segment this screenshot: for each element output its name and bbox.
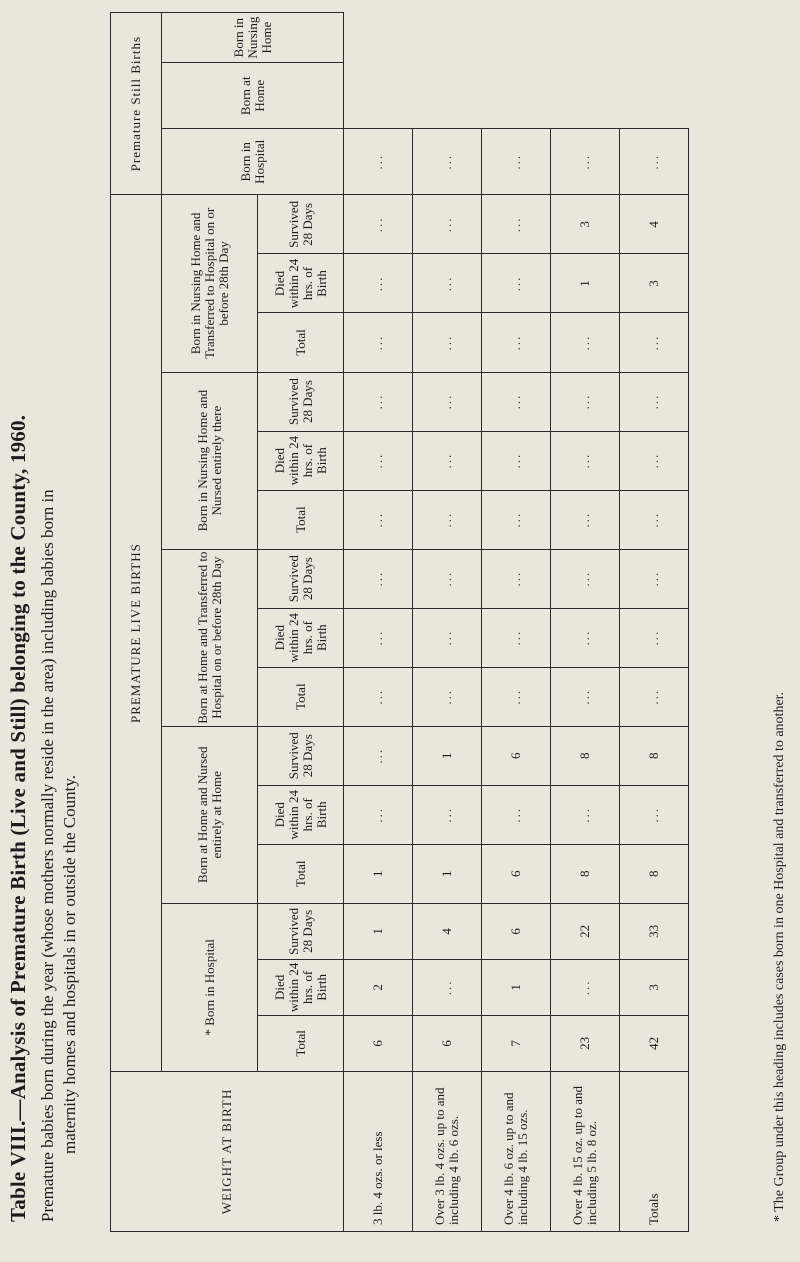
table-title: Table VIII.—Analysis of Premature Birth (Live and Still) belonging to the County, 1960. [6, 414, 30, 1222]
footnote: * The Group under this heading includes cases born in one Hospital and transferred to another. [772, 691, 787, 1222]
sub-died: Died within 24 hrs. of Birth [258, 608, 344, 667]
still-hospital-header: Born in Hospital [162, 129, 344, 195]
row-label: 3 lb. 4 ozs. or less [344, 1071, 413, 1231]
premature-births-table [110, 12, 689, 1232]
still-home-header: Born at Home [162, 63, 344, 129]
table-cell: ... [344, 431, 413, 490]
weight-header: WEIGHT AT BIRTH [111, 1071, 344, 1231]
row-label: Over 4 lb. 15 oz. up to and including 5 lb. 8 oz. [551, 1071, 620, 1231]
table-cell: ... [482, 195, 551, 254]
table-cell: ... [482, 785, 551, 844]
table-cell: ... [344, 313, 413, 372]
sub-died: Died within 24 hrs. of Birth [258, 959, 344, 1015]
group-hospital: * Born in Hospital [162, 903, 258, 1071]
table-cell: ... [551, 785, 620, 844]
table-cell: ... [551, 608, 620, 667]
table-cell: 8 [620, 726, 689, 785]
table-cell: ... [413, 490, 482, 549]
table-cell: ... [413, 785, 482, 844]
sub-total: Total [258, 1015, 344, 1071]
table-cell: ... [344, 608, 413, 667]
table-cell: ... [413, 667, 482, 726]
sub-survived: Survived 28 Days [258, 372, 344, 431]
table-cell: ... [551, 313, 620, 372]
sub-total: Total [258, 667, 344, 726]
table-cell: ... [344, 195, 413, 254]
table-row [413, 13, 482, 1232]
table-cell: ... [551, 549, 620, 608]
table-cell: ... [413, 195, 482, 254]
table-cell: 6 [482, 726, 551, 785]
table-cell: ... [344, 254, 413, 313]
table-cell: ... [482, 431, 551, 490]
table-cell: ... [344, 785, 413, 844]
table-cell: ... [482, 490, 551, 549]
sub-survived: Survived 28 Days [258, 726, 344, 785]
group-nursing-home-nursed: Born in Nursing Home and Nursed entirely there [162, 372, 258, 549]
group-home-nursed: Born at Home and Nursed entirely at Home [162, 726, 258, 903]
table-cell: 2 [344, 959, 413, 1015]
table-cell: ... [482, 608, 551, 667]
still-births-header: Premature Still Births [111, 13, 162, 195]
table-cell: 6 [344, 1015, 413, 1071]
table-cell: ... [413, 254, 482, 313]
table-cell: 33 [620, 903, 689, 959]
still-nursing-home-header: Born in Nursing Home [162, 13, 344, 63]
table-cell: 3 [551, 195, 620, 254]
table-cell: 1 [413, 844, 482, 903]
sub-total: Total [258, 844, 344, 903]
table-cell: 8 [551, 844, 620, 903]
table-cell: 3 [620, 959, 689, 1015]
table-cell: ... [620, 431, 689, 490]
table-cell: ... [344, 726, 413, 785]
table-cell: ... [413, 959, 482, 1015]
row-label: Totals [620, 1071, 689, 1231]
table-cell: ... [413, 549, 482, 608]
sub-total: Total [258, 313, 344, 372]
table-cell: 8 [551, 726, 620, 785]
table-cell: 6 [482, 844, 551, 903]
group-home-transferred: Born at Home and Transferred to Hospital on or before 28th Day [162, 549, 258, 726]
table-cell: ... [482, 313, 551, 372]
table-subtitle: Premature babies born during the year (whose mothers normally reside in the area) including babies born in [38, 489, 57, 1222]
table-cell: 8 [620, 844, 689, 903]
sub-died: Died within 24 hrs. of Birth [258, 254, 344, 313]
table-cell: ... [344, 549, 413, 608]
table-subtitle-line2: maternity homes and hospitals in or outside the County. [60, 775, 79, 1154]
table-cell: ... [551, 490, 620, 549]
table-cell: 3 [620, 254, 689, 313]
row-label: Over 3 lb. 4 ozs. up to and including 4 lb. 6 ozs. [413, 1071, 482, 1231]
table-row [620, 13, 689, 1232]
row-label: Over 4 lb. 6 oz. up to and including 4 lb. 15 ozs. [482, 1071, 551, 1231]
sub-died: Died within 24 hrs. of Birth [258, 785, 344, 844]
table-cell: ... [620, 549, 689, 608]
table-cell: ... [344, 667, 413, 726]
table-cell: 7 [482, 1015, 551, 1071]
table-cell: ... [620, 785, 689, 844]
table-cell: ... [551, 372, 620, 431]
table-cell: ... [344, 490, 413, 549]
table-cell: 42 [620, 1015, 689, 1071]
table-cell: 22 [551, 903, 620, 959]
table-cell: ... [482, 372, 551, 431]
sub-survived: Survived 28 Days [258, 903, 344, 959]
table-cell: 1 [344, 844, 413, 903]
sub-died: Died within 24 hrs. of Birth [258, 431, 344, 490]
table-cell: 1 [482, 959, 551, 1015]
table-cell: 1 [344, 903, 413, 959]
table-cell: ... [551, 667, 620, 726]
table-cell: 6 [413, 1015, 482, 1071]
table-cell: ... [620, 372, 689, 431]
table-cell: ... [344, 372, 413, 431]
table-cell: ... [551, 431, 620, 490]
table-cell: 6 [482, 903, 551, 959]
table-cell: ... [413, 431, 482, 490]
live-births-header: PREMATURE LIVE BIRTHS [111, 195, 162, 1072]
table-cell: ... [620, 313, 689, 372]
table-cell: ... [413, 313, 482, 372]
table-cell: ... [551, 129, 620, 195]
table-cell: ... [413, 129, 482, 195]
sub-total: Total [258, 490, 344, 549]
table-cell: ... [413, 372, 482, 431]
table-cell: ... [482, 549, 551, 608]
table-cell: ... [620, 490, 689, 549]
table-row [551, 13, 620, 1232]
table-cell: ... [482, 667, 551, 726]
table-cell: 1 [551, 254, 620, 313]
table-cell: ... [620, 667, 689, 726]
group-nursing-home-transferred: Born in Nursing Home and Transferred to Hospital on or before 28th Day [162, 195, 258, 372]
table-cell: ... [344, 129, 413, 195]
table-cell: ... [482, 129, 551, 195]
table-row [482, 13, 551, 1232]
table-body [344, 13, 689, 1232]
table-cell: 23 [551, 1015, 620, 1071]
table-row [344, 13, 413, 1232]
table-cell: 4 [413, 903, 482, 959]
sub-survived: Survived 28 Days [258, 549, 344, 608]
table-cell: ... [620, 129, 689, 195]
sub-survived: Survived 28 Days [258, 195, 344, 254]
table-cell: ... [413, 608, 482, 667]
table-cell: 1 [413, 726, 482, 785]
table-cell: ... [551, 959, 620, 1015]
table-cell: ... [482, 254, 551, 313]
table-cell: ... [620, 608, 689, 667]
table-cell: 4 [620, 195, 689, 254]
